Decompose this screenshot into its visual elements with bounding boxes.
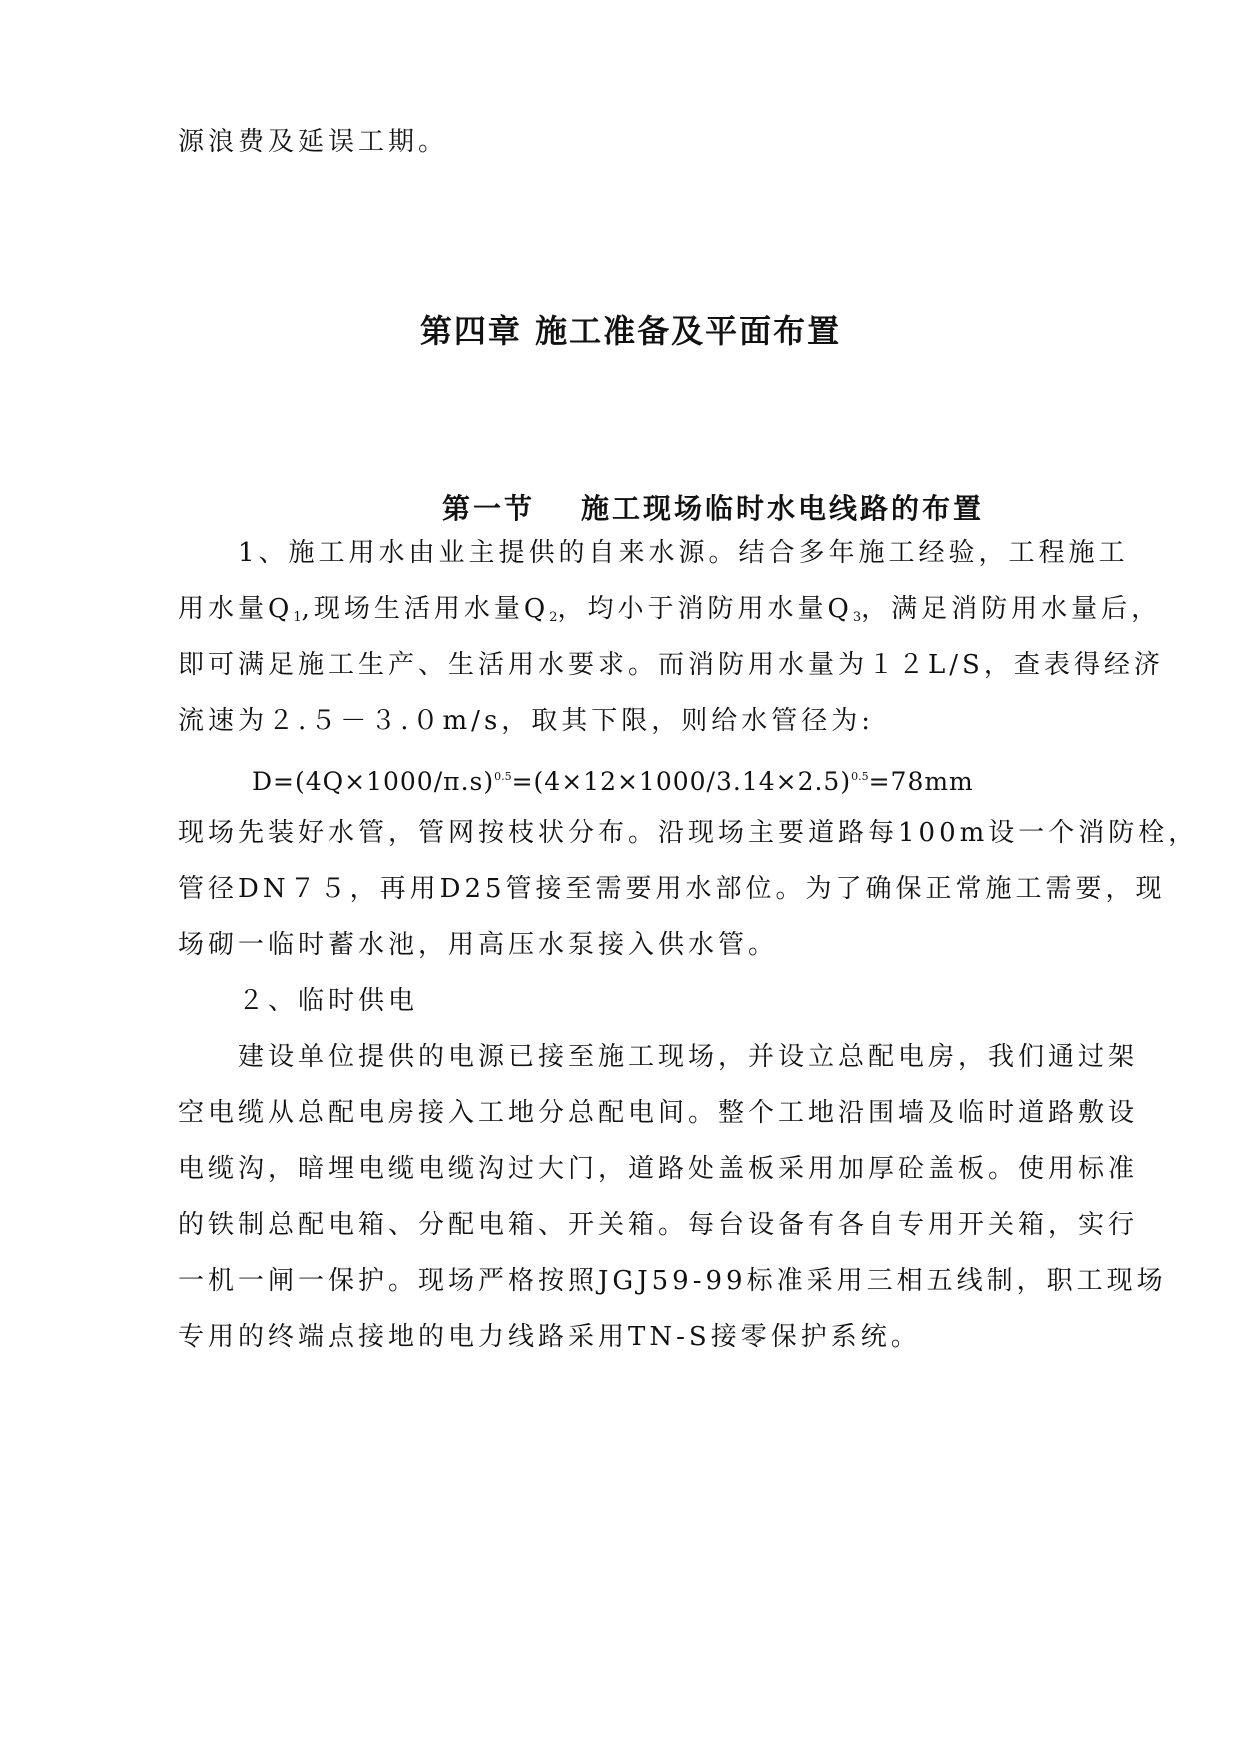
paragraph-line: 1、施工用水由业主提供的自来水源。结合多年施工经验，工程施工 [238,538,1129,568]
pipe-diameter-formula: $D=(4Q\times 1000/\pi.s)^{0.5}=(4\times 12\times 1000/3.14\times 2.5)^{0.5}=78mm$ [252,767,974,796]
section-heading [442,487,984,527]
paragraph-line: 源浪费及延误工期。 [178,127,449,157]
paragraph-line: 即可满足施工生产、生活用水要求。而消防用水量为１２L/S，查表得经济 [178,650,1164,680]
paragraph-line: 建设单位提供的电源已接至施工现场，并设立总配电房，我们通过架 [238,1042,1139,1072]
paragraph-line: 专用的终端点接地的电力线路采用TN-S接零保护系统。 [178,1322,921,1352]
paragraph-line: 一机一闸一保护。现场严格按照JGJ59-99标准采用三相五线制，职工现场 [178,1266,1167,1296]
paragraph-line: 空电缆从总配电房接入工地分总配电间。整个工地沿围墙及临时道路敷设 [178,1098,1139,1128]
chapter-heading: 第四章 施工准备及平面布置 [419,312,842,350]
section-title: 施工现场临时水电线路的布置 [581,492,985,525]
paragraph-line: 电缆沟，暗埋电缆电缆沟过大门，道路处盖板采用加厚砼盖板。使用标准 [178,1154,1139,1184]
paragraph-line-water-volumes: 用水量$Q_1$,现场生活用水量$Q_2$，均小于消防用水量$Q_3$，满足消防用水量后， [178,594,1162,625]
paragraph-line: 管径DN７５，再用D25管接至需要用水部位。为了确保正常施工需要，现 [178,874,1166,904]
paragraph-line: 流速为２.５－３.０m/s，取其下限，则给水管径为: [178,706,875,736]
paragraph-line: 场砌一临时蓄水池，用高压水泵接入供水管。 [178,930,779,960]
paragraph-line: 的铁制总配电箱、分配电箱、开关箱。每台设备有各自专用开关箱，实行 [178,1210,1139,1240]
paragraph-line: 现场先装好水管，管网按枝状分布。沿现场主要道路每100m设一个消防栓， [178,818,1199,848]
subsection-heading: ２、临时供电 [238,986,419,1016]
section-number: 第一节 [442,492,536,525]
